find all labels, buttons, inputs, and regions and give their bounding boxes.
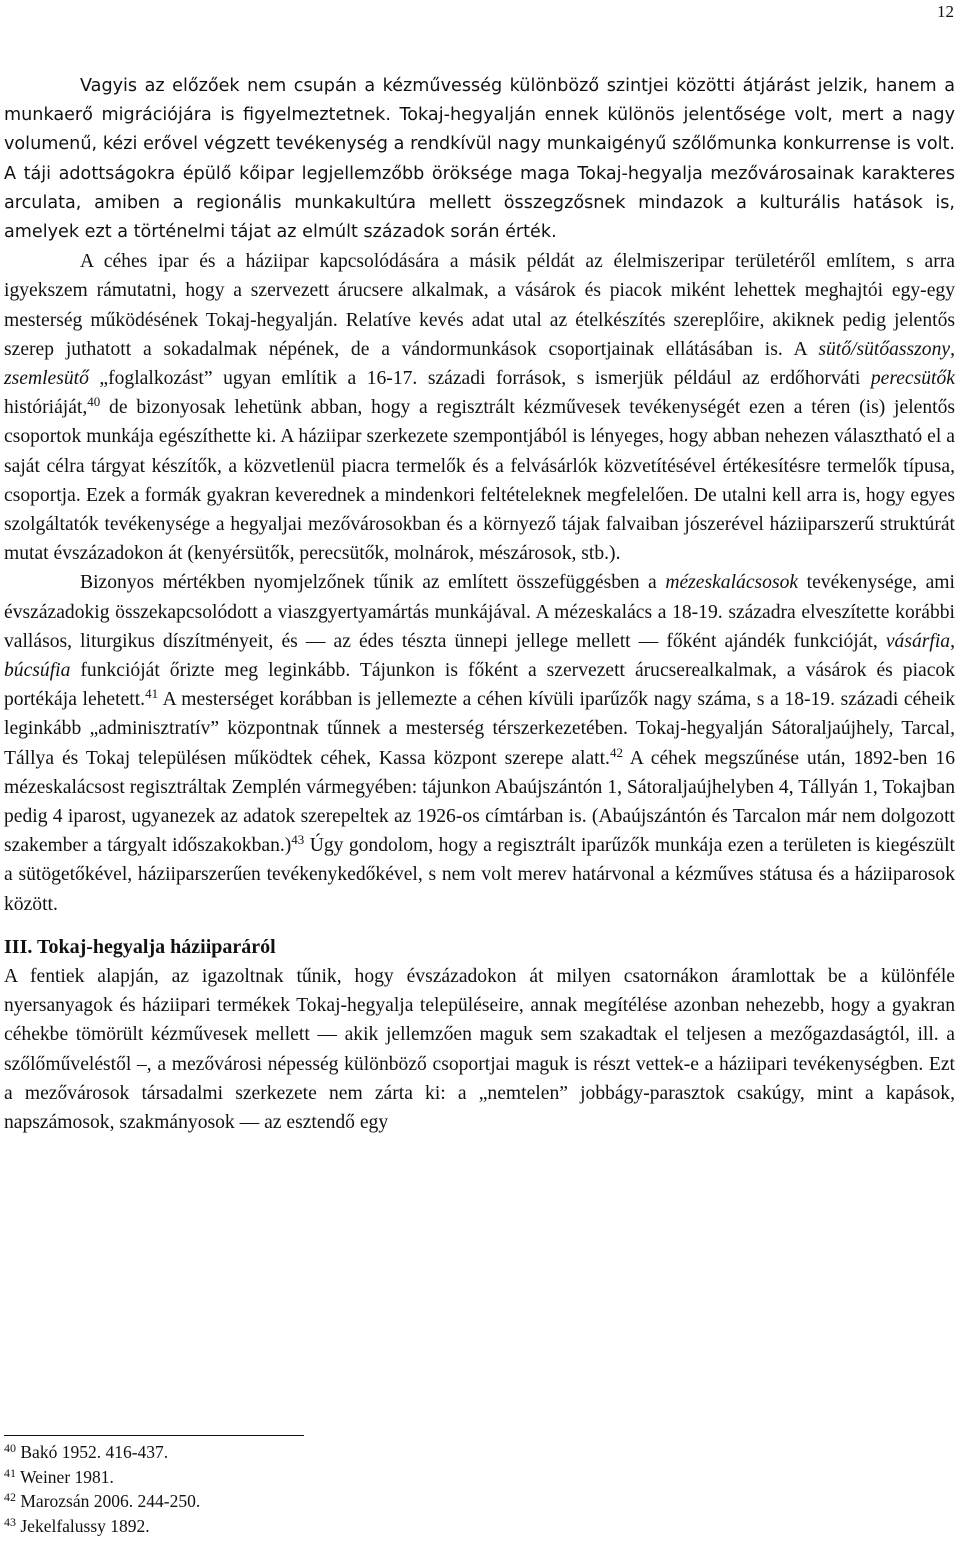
text-run: A céhek megszűnése után, 1892-ben 16 mézeskalácsost regisztráltak Zemplén vármegyében: tájunkon Abaújszántón 1, Sátoraljaújhelyben 4, Tállyán 1, Tokajban pedig 4 iparost, ugyanezek az adatok szerepeltek az 1926-os címtárban is. (Abaújszántón és Tarcalon már nem dolgozott szakember a tárgyalt időszakokban.) <box>4 747 955 857</box>
body-text <box>4 72 955 1137</box>
footnote-number: 40 <box>4 1441 16 1455</box>
text-run: tevékenysége, ami évszázadokig összekapcsolódott a viaszgyertyamártás munkájával. A mézeskalács a 18-19. századra elveszítette korábbi vallásos, liturgikus díszítményeit, és — az édes tészta ünnepi jellege mellett — főként ajándék funkcióját, <box>4 572 955 652</box>
paragraph-2 <box>4 247 955 568</box>
footnotes <box>4 1435 604 1538</box>
footnote-number: 43 <box>4 1514 16 1529</box>
footnote-43 <box>4 1514 604 1539</box>
footnote-text: Bakó 1952. 416-437. <box>20 1442 169 1462</box>
text-run: , <box>950 630 955 652</box>
footnote-text: Weiner 1981. <box>20 1466 114 1487</box>
footnote-number: 42 <box>4 1490 16 1505</box>
paragraph-1 <box>4 72 955 247</box>
footnote-divider <box>4 1435 304 1436</box>
italic-term: búcsúfia <box>4 660 71 682</box>
italic-term: perecsütők <box>870 368 955 390</box>
text-run: , <box>950 338 955 360</box>
italic-term: zsemlesütő <box>4 368 89 390</box>
text-run: Úgy gondolom, hogy a regisztrált iparűzők munkája ezen a területen is kiegészült a sütögetőkével, háziiparszerűen tevékenykedőkével, s nem volt merev határvonal a kézműves státusa és a háziiparosok között. <box>4 835 955 915</box>
italic-term: vásárfia <box>885 630 951 652</box>
footnote-number: 41 <box>4 1465 16 1480</box>
text-run: Bizonyos mértékben nyomjelzőnek tűnik az említett összefüggésben a <box>80 572 666 594</box>
footnote-40 <box>4 1440 604 1465</box>
text-run: A céhes ipar és a háziipar kapcsolódására a másik példát az élelmiszeripar területéről említem, s arra igyekszem rámutatni, hogy a szervezett árucsere alkalmak, a vásárok és piacok miként lehettek meghajtói egy-egy mesterség működésének Tokaj-hegyalján. Relatíve kevés adat utal az ételkészítés szereplőire, akiknek pedig jelentős szerep juthatott a sokadalmak népének, de a vándormunkások csoportjainak ellátásában is. A <box>4 251 955 360</box>
page-number: 12 <box>937 2 954 21</box>
footnote-42 <box>4 1489 604 1514</box>
section-paragraph: A fentiek alapján, az igazoltnak tűnik, hogy évszázadokon át milyen csatornákon áramlottak be a különféle nyersanyagok és háziipari termékek Tokaj-hegyalja településeire, annak megítélése azonban nehezebb, hogy a gyakran céhekbe tömörült kézművesek mellett — akik jellemzően maguk sem szakadtak el teljesen a mezőgazdaságtól, ill. a szőlőműveléstől –, a mezővárosi népesség különböző csoportjai maguk is részt vettek-e a háziipari tevékenységben. Ezt a mezővárosok társadalmi szerkezete nem zárta ki: a „nemtelen” jobbágy-parasztok csakúgy, mint a kapások, napszámosok, szakmányosok — az esztendő egy <box>4 965 955 1133</box>
footnote-ref-41[interactable]: 41 <box>145 686 159 702</box>
text-run: „foglalkozást” ugyan említik a 16-17. századi források, s ismerjük például az erdőhorváti <box>88 368 871 390</box>
footnote-ref-42[interactable]: 42 <box>609 744 623 760</box>
footnote-41 <box>4 1465 604 1490</box>
text-run: históriáját, <box>4 397 88 419</box>
text-run: de bizonyosak lehetünk abban, hogy a regisztrált kézművesek tevékenységét ezen a téren (is) jelentős csoportok munkája egészíthette ki. A háziipar szerkezete szempontjából is lényeges, hogy abban nehezen választható el a saját célra tárgyat készítők, a közvetlenül piacra termelők és a felvásárlók közvetítésével értékesítésre termelők típusa, csoportja. Ezek a formák gyakran keverednek a mindenkori feltételeknek megfelelően. De utalni kell arra is, hogy egyes szolgáltatók tevékenysége a hegyaljai mezővárosokban és a környező tájak falvaiban jószerével háziiparszerű struktúrát mutat évszázadokon át (kenyérsütők, perecsütők, molnárok, mészárosok, stb.). <box>4 397 955 565</box>
italic-term: mézeskalácsosok <box>665 572 799 594</box>
italic-term: sütő/sütőasszony <box>818 338 951 360</box>
section-heading: III. Tokaj-hegyalja háziiparáról <box>4 935 276 958</box>
text-run: funkcióját őrizte meg leginkább. Tájunkon is főként a szervezett árucserealkalmak, a vásárok és piacok portékája lehetett. <box>4 660 955 711</box>
footnote-text: Marozsán 2006. 244-250. <box>20 1491 201 1512</box>
paragraph-1-text: Vagyis az előzőek nem csupán a kézművesség különböző szintjei közötti átjárást jelzik, hanem a munkaerő migrációjára is figyelmeztetnek. Tokaj-hegyalján ennek különös jelentősége volt, mert a nagy volumenű, kézi erővel végzett tevékenység a rendkívül nagy munkaigényű szőlőmunka konkurrense is volt. A táji adottságokra épülő kőipar legjellemzőbb öröksége maga Tokaj-hegyalja mezővárosainak karakteres arculata, amiben a regionális munkakultúra mellett összegzősnek mindazok a kulturális hatások is, amelyek ezt a történelmi tájat az elmúlt századok során érték. <box>4 76 955 243</box>
footnote-text: Jekelfalussy 1892. <box>20 1515 150 1536</box>
footnote-ref-40[interactable]: 40 <box>87 394 101 410</box>
text-run: A mesterséget korábban is jellemezte a céhen kívüli iparűzők nagy száma, s a 18-19. századi céheik leginkább „adminisztratív” központnak tűnnek a mesterség térszerkezetében. Tokaj-hegyalján Sátoraljaújhely, Tarcal, Tállya és Tokaj településen működtek céhek, Kassa központ szerepe alatt. <box>4 689 955 769</box>
paragraph-3 <box>4 568 955 918</box>
footnote-ref-43[interactable]: 43 <box>291 832 305 848</box>
